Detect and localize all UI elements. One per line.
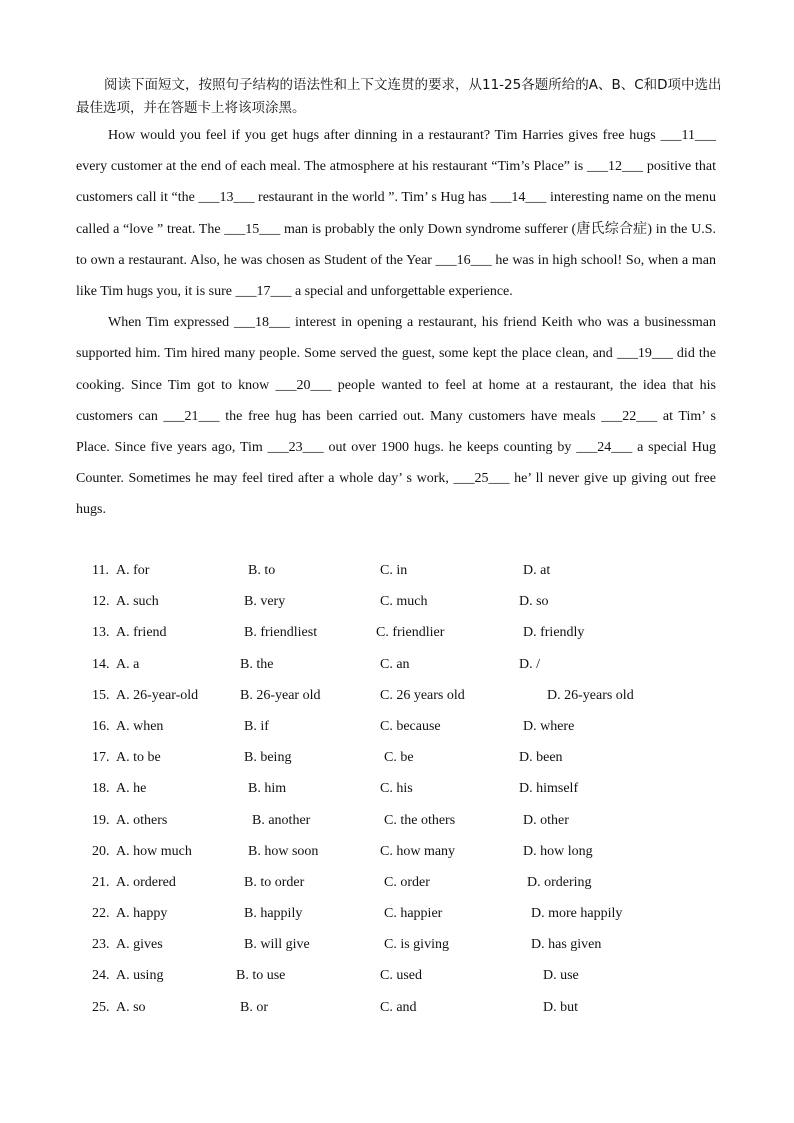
option-d: D. ordering <box>527 874 592 890</box>
option-b: B. or <box>240 999 268 1015</box>
option-a: A. others <box>116 812 168 828</box>
option-c: C. the others <box>384 812 456 828</box>
option-c: C. 26 years old <box>380 687 465 703</box>
question-number: 24. <box>92 968 110 984</box>
option-b: B. another <box>252 812 311 828</box>
option-a: A. when <box>116 718 164 734</box>
question-row <box>0 929 794 960</box>
question-row <box>0 836 794 867</box>
option-c: C. order <box>384 874 430 890</box>
question-number: 19. <box>92 812 110 828</box>
question-number: 20. <box>92 843 110 859</box>
option-a: A. so <box>116 999 146 1015</box>
question-number: 22. <box>92 906 110 922</box>
option-a: A. such <box>116 594 159 610</box>
option-a: A. 26-year-old <box>116 687 199 703</box>
option-d: D. other <box>523 812 569 828</box>
option-b: B. the <box>240 656 274 672</box>
question-row <box>0 617 794 648</box>
option-c: C. is giving <box>384 937 449 953</box>
option-d: D. at <box>523 563 551 578</box>
question-row <box>0 898 794 929</box>
option-b: B. to <box>248 563 276 578</box>
option-c: C. used <box>380 968 422 984</box>
question-row <box>0 680 794 711</box>
option-a: A. ordered <box>116 874 176 890</box>
options-list <box>0 555 794 1023</box>
question-row <box>0 555 794 586</box>
option-c: C. an <box>380 656 410 672</box>
option-d: D. been <box>519 750 563 766</box>
question-number: 11. <box>92 563 109 578</box>
question-number: 18. <box>92 781 110 797</box>
option-b: B. friendliest <box>244 625 318 641</box>
option-b: B. to order <box>244 874 305 890</box>
question-row <box>0 649 794 680</box>
question-row <box>0 586 794 617</box>
question-number: 16. <box>92 718 110 734</box>
question-row <box>0 742 794 773</box>
option-d: D. / <box>519 656 540 672</box>
question-number: 17. <box>92 750 110 766</box>
option-c: C. be <box>384 750 414 766</box>
option-a: A. he <box>116 781 147 797</box>
option-d: D. how long <box>523 843 593 859</box>
option-b: B. being <box>244 750 292 766</box>
question-row <box>0 960 794 991</box>
question-number: 21. <box>92 874 110 890</box>
option-d: D. friendly <box>523 625 585 641</box>
question-number: 13. <box>92 625 110 641</box>
option-b: B. very <box>244 594 286 610</box>
option-d: D. where <box>523 718 575 734</box>
option-c: C. his <box>380 781 413 797</box>
option-d: D. has given <box>531 937 602 953</box>
option-c: C. happier <box>384 906 443 922</box>
option-d: D. but <box>543 999 578 1015</box>
question-row <box>0 805 794 836</box>
question-number: 25. <box>92 999 110 1015</box>
instructions: 阅读下面短文，按照句子结构的语法性和上下文连贯的要求，从11-25各题所给的A、B、C和D项中选出最佳选项，并在答题卡上将该项涂黑。 <box>76 77 722 116</box>
question-number: 15. <box>92 687 110 703</box>
question-row <box>0 992 794 1023</box>
option-d: D. so <box>519 594 549 610</box>
option-a: A. using <box>116 968 164 984</box>
option-b: B. him <box>248 781 287 797</box>
passage <box>76 120 716 526</box>
option-b: B. will give <box>244 937 310 953</box>
option-b: B. if <box>244 718 269 734</box>
option-c: C. friendlier <box>376 625 445 641</box>
option-b: B. how soon <box>248 843 319 859</box>
option-c: C. in <box>380 563 408 578</box>
question-row <box>0 711 794 742</box>
option-d: D. himself <box>519 781 579 797</box>
option-a: A. gives <box>116 937 163 953</box>
option-a: A. friend <box>116 625 167 641</box>
paragraph-2: When Tim expressed ___18___ interest in opening a restaurant, his friend Keith who was a businessman supported him. Tim hired many people. Some served the guest, some kept the place clean, and ___19___ did the cooking. Since Tim got to know ___20___ people wanted to feel at home at a restaurant, the idea that his customers can ___21___ the free hug has been carried out. Many customers have meals ___22___ at Tim’ s Place. Since five years ago, Tim ___23___ out over 1900 hugs. he keeps counting by ___24___ a special Hug Counter. Sometimes he may feel tired after a whole day’ s work, ___25___ he’ ll never give up giving out free hugs. <box>76 315 716 518</box>
option-d: D. more happily <box>531 906 623 922</box>
question-number: 12. <box>92 594 110 610</box>
option-a: A. for <box>116 563 150 578</box>
option-a: A. happy <box>116 906 168 922</box>
option-a: A. a <box>116 656 140 672</box>
question-number: 14. <box>92 656 110 672</box>
option-d: D. 26-years old <box>547 687 634 703</box>
question-number: 23. <box>92 937 110 953</box>
option-b: B. 26-year old <box>240 687 321 703</box>
question-row <box>0 867 794 898</box>
option-a: A. how much <box>116 843 192 859</box>
option-a: A. to be <box>116 750 161 766</box>
option-b: B. to use <box>236 968 286 984</box>
paragraph-1: How would you feel if you get hugs after dinning in a restaurant? Tim Harries gives free hugs ___11___ every customer at the end of each meal. The atmosphere at his restaurant “Tim’s Place” is ___12___ positive that customers call it “the ___13___ restaurant in the world ”. Tim’ s Hug has ___14___ interesting name on the menu called a “love ” treat. The ___15___ man is probably the only Down syndrome sufferer (唐氏综合症) in the U.S. to own a restaurant. Also, he was chosen as Student of the Year ___16___ he was in high school! So, when a man like Tim hugs you, it is sure ___17___ a special and unforgettable experience. <box>76 128 716 300</box>
option-c: C. how many <box>380 843 456 859</box>
option-c: C. much <box>380 594 428 610</box>
option-d: D. use <box>543 968 579 984</box>
option-b: B. happily <box>244 906 303 922</box>
question-row <box>0 773 794 804</box>
option-c: C. because <box>380 718 441 734</box>
option-c: C. and <box>380 999 417 1015</box>
